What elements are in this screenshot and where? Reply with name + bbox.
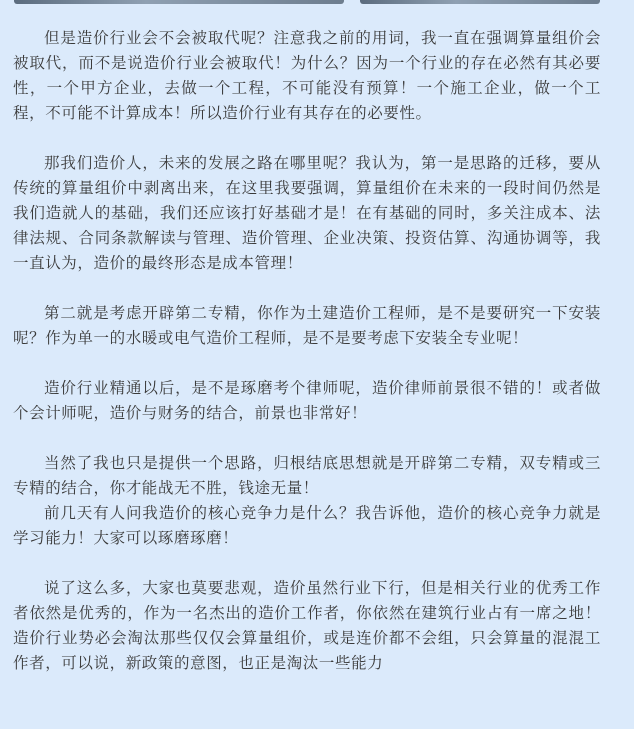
paragraph-1: 但是造价行业会不会被取代呢？注意我之前的用词，我一直在强调算量组价会被取代，而不是说造价行业会被取代！为什么？因为一个行业的存在必然有其必要性，一个甲方企业，去做一个工程，不可能没有预算！一个施工企业，做一个工程，不可能不计算成本！所以造价行业有其存在的必要性。 — [13, 29, 601, 122]
paragraph-gap — [13, 126, 601, 151]
paragraph-gap — [13, 551, 601, 576]
top-image-left — [14, 0, 344, 4]
paragraph-gap — [13, 351, 601, 376]
paragraph-6: 前几天有人问我造价的核心竞争力是什么？我告诉他，造价的核心竞争力就是学习能力！大家可以琢磨琢磨！ — [13, 504, 601, 547]
top-image-right — [360, 0, 600, 4]
paragraph-gap — [13, 426, 601, 451]
paragraph-4: 造价行业精通以后，是不是琢磨考个律师呢，造价律师前景很不错的！或者做个会计师呢，造价与财务的结合，前景也非常好！ — [13, 379, 601, 422]
paragraph-gap — [13, 276, 601, 301]
article-body — [13, 26, 601, 676]
top-image-strip — [0, 0, 634, 6]
paragraph-5: 当然了我也只是提供一个思路，归根结底思想就是开辟第二专精，双专精或三专精的结合，你才能战无不胜，钱途无量！ — [13, 454, 601, 497]
paragraph-2: 那我们造价人，未来的发展之路在哪里呢？我认为，第一是思路的迁移，要从传统的算量组价中剥离出来，在这里我要强调，算量组价在未来的一段时间仍然是我们造就人的基础，我们还应该打好基础才是！在有基础的同时，多关注成本、法律法规、合同条款解读与管理、造价管理、企业决策、投资估算、沟通协调等，我一直认为，造价的最终形态是成本管理！ — [13, 154, 601, 272]
paragraph-3: 第二就是考虑开辟第二专精，你作为土建造价工程师，是不是要研究一下安装呢？作为单一的水暖或电气造价工程师，是不是要考虑下安装全专业呢！ — [13, 304, 601, 347]
paragraph-7: 说了这么多，大家也莫要悲观，造价虽然行业下行，但是相关行业的优秀工作者依然是优秀的，作为一名杰出的造价工作者，你依然在建筑行业占有一席之地！造价行业势必会淘汰那些仅仅会算量组价，或是连价都不会组，只会算量的混混工作者，可以说，新政策的意图，也正是淘汰一些能力 — [13, 579, 601, 672]
